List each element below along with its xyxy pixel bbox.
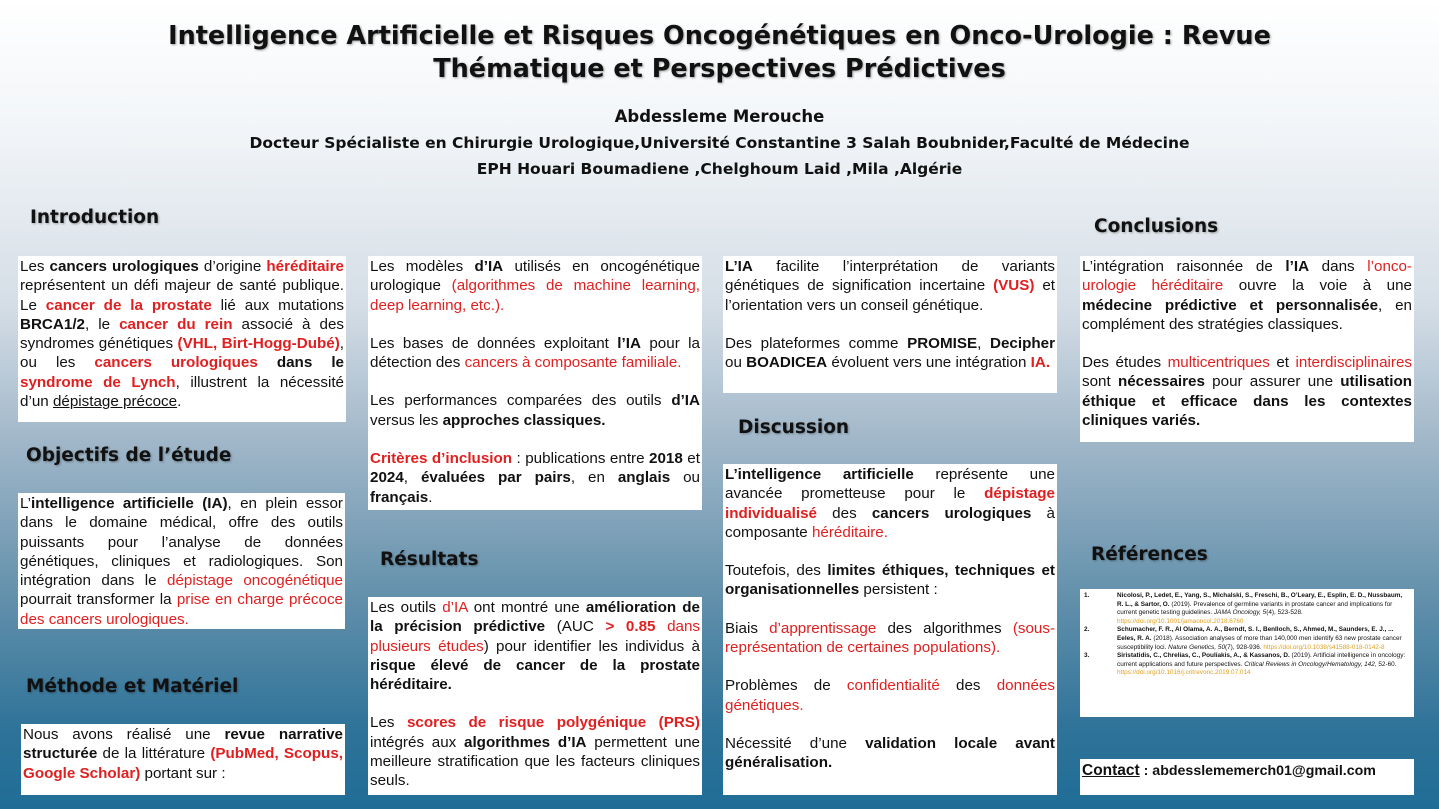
reference-link-3[interactable]: https://doi.org/10.1016/j.critrevonc.2019.07.014 <box>1117 669 1251 677</box>
heading-methode: Méthode et Matériel <box>26 676 239 697</box>
reference-link-2[interactable]: https://doi.org/10.1038/s41588-018-0142-8 <box>1263 643 1385 651</box>
discussion-p3: Biais d’apprentissage des algorithmes (sous-représentation de certaines populations). <box>725 619 1056 657</box>
reference-item-3: 3. Siristatidis, C., Chrelias, C., Pouliakis, A., & Kassanos, D. (2019). Artificial intelligence in oncology: current applications and future perspectives. Critical Reviews in Oncology/Hematology, 142, 52-60. https://doi.org/10.1016/j.critrevonc.2019.07.014 <box>1084 652 1406 677</box>
methods-p1: Les modèles d’IA utilisés en oncogénétique urologique (algorithmes de machine learning, deep learning, etc.). <box>370 258 700 314</box>
conclusions-p2: Des études multicentriques et interdisciplinaires sont nécessaires pour assurer une utilisation éthique et efficace dans les contextes cliniques variés. <box>1082 354 1412 430</box>
resultats-p1: Les outils d’IA ont montré une amélioration de la précision prédictive (AUC > 0.85 dans plusieurs études) pour identifier les individus à risque élevé de cancer de la prostate héréditaire. <box>370 599 700 694</box>
ia-platforms-box <box>723 256 1057 393</box>
heading-references: Références <box>1091 544 1208 565</box>
methods-detail-box <box>368 256 702 510</box>
introduction-text: Les cancers urologiques d’origine héréditaire représentent un défi majeur de santé publique. Le cancer de la prostate lié aux mutations BRCA1/2, le cancer du rein associé à des syndromes génétiques (VHL, Birt-Hogg-Dubé), ou les cancers urologiques dans le syndrome de Lynch, illustrent la nécessité d’un dépistage précoce. <box>20 258 345 411</box>
col3-p2: Des plateformes comme PROMISE, Decipher ou BOADICEA évoluent vers une intégration IA. <box>725 334 1055 372</box>
discussion-box <box>723 464 1057 795</box>
methode-box <box>21 724 345 795</box>
contact-label: Contact <box>1082 762 1140 779</box>
affiliation-line-2: EPH Houari Boumadiene ,Chelghoum Laid ,Mila ,Algérie <box>476 160 963 178</box>
heading-conclusions: Conclusions <box>1094 216 1219 237</box>
methods-p4-criteria: Critères d’inclusion : publications entre 2018 et 2024, évaluées par pairs, en anglais ou français. <box>370 450 700 506</box>
discussion-p4: Problèmes de confidentialité des données génétiques. <box>725 677 1055 714</box>
contact-email[interactable]: : abdesslememerch01@gmail.com <box>1139 763 1376 779</box>
reference-link-1[interactable]: https://doi.org/10.1001/jamaoncol.2018.6760 <box>1117 617 1244 625</box>
reference-item-2: 2. Schumacher, F. R., Al Olama, A. A., Berndt, S. I., Benlloch, S., Ahmed, M., Saunders, E. J., ... Eeles, R. A. (2018). Association analyses of more than 140,000 men identify 63 new prostate cancer susceptibility loci. Nature Genetics, 50(7), 928-936. https://doi.org/10.1038/s41588-018-0142-8 <box>1084 626 1402 651</box>
contact-box <box>1080 759 1414 795</box>
heading-objectifs: Objectifs de l’étude <box>26 445 232 466</box>
discussion-p1: L’intelligence artificielle représente une avancée prometteuse pour le dépistage individualisé des cancers urologiques à composante héréditaire. <box>725 466 1056 541</box>
references-box <box>1080 589 1414 717</box>
resultats-p2: Les scores de risque polygénique (PRS) intégrés aux algorithmes d’IA permettent une meilleure stratification que les facteurs cliniques seuls. <box>370 714 700 790</box>
affiliation-line-1: Docteur Spécialiste en Chirurgie Urologique,Université Constantine 3 Salah Boubnider,Faculté de Médecine <box>249 134 1190 152</box>
objectifs-text: L’intelligence artificielle (IA), en plein essor dans le domaine médical, offre des outils puissants pour l’analyse de données génétiques, cliniques et radiologiques. Son intégration dans le dépistage oncogénétique pourrait transformer la prise en charge précoce des cancers urologiques. <box>20 495 343 628</box>
heading-discussion: Discussion <box>738 417 850 438</box>
methode-text: Nous avons réalisé une revue narrative structurée de la littérature (PubMed, Scopus, Google Scholar) portant sur : <box>23 726 343 782</box>
resultats-box <box>368 597 702 795</box>
poster-title <box>0 20 1439 86</box>
title-line-2: Thématique et Perspectives Prédictives <box>433 54 1006 84</box>
discussion-p5: Nécessité d’une validation locale avant généralisation. <box>725 734 1055 772</box>
author-name: Abdessleme Merouche <box>614 107 825 126</box>
methods-p3: Les performances comparées des outils d’IA versus les approches classiques. <box>370 392 700 429</box>
title-line-1: Intelligence Artificielle et Risques Oncogénétiques en Onco-Urologie : Revue <box>168 21 1271 51</box>
reference-item-1: 1. Nicolosi, P., Ledet, E., Yang, S., Michalski, S., Freschi, B., O’Leary, E., Esplin, E. D., Nussbaum, R. L., & Sartor, O. (2019). Prevalence of germline variants in prostate cancer and implications for current genetic testing guidelines. JAMA Oncology, 5(4), 523-528. https://doi.org/10.1001/jamaoncol.2018.6760 <box>1084 592 1403 625</box>
heading-resultats: Résultats <box>380 549 479 570</box>
discussion-p2: Toutefois, des limites éthiques, techniques et organisationnelles persistent : <box>725 562 1055 599</box>
objectifs-box <box>18 493 345 629</box>
conclusions-p1: L’intégration raisonnée de l’IA dans l’onco-urologie héréditaire ouvre la voie à une médecine prédictive et personnalisée, en complément des stratégies classiques. <box>1082 258 1412 333</box>
conclusions-box <box>1080 256 1414 442</box>
introduction-box <box>18 256 346 422</box>
col3-p1: L’IA facilite l’interprétation de variants génétiques de signification incertaine (VUS) et l’orientation vers un conseil génétique. <box>725 258 1056 314</box>
heading-introduction: Introduction <box>30 207 160 228</box>
methods-p2: Les bases de données exploitant l’IA pour la détection des cancers à composante familiale. <box>370 334 700 372</box>
